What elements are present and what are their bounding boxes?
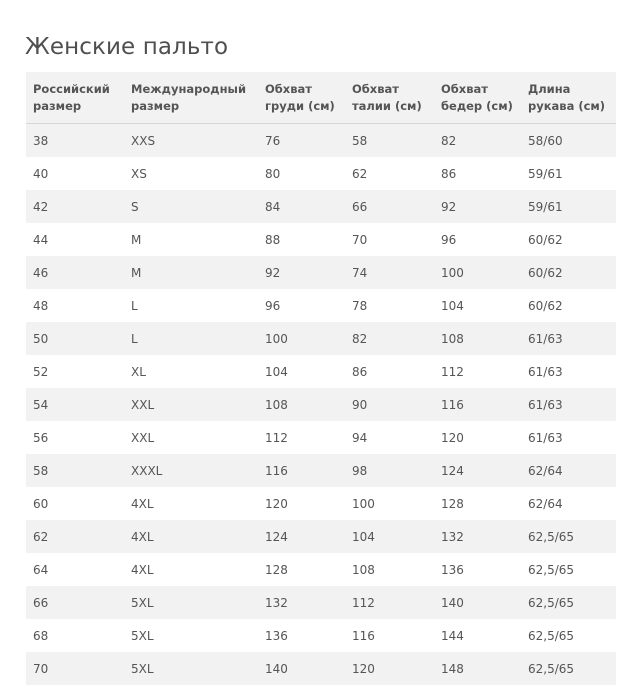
international-size-cell: M	[124, 223, 258, 256]
sleeve-length-cell: 59/61	[521, 190, 616, 223]
russian-size-cell: 46	[26, 256, 124, 289]
russian-size-cell: 64	[26, 553, 124, 586]
russian-size-cell: 44	[26, 223, 124, 256]
column-header-international-size: Международный размер	[124, 72, 258, 124]
hips-cell: 104	[434, 289, 521, 322]
waist-cell: 86	[345, 355, 434, 388]
russian-size-cell: 58	[26, 454, 124, 487]
chest-cell: 124	[258, 520, 345, 553]
hips-cell: 86	[434, 157, 521, 190]
russian-size-cell: 54	[26, 388, 124, 421]
table-row	[26, 190, 616, 223]
russian-size-cell: 52	[26, 355, 124, 388]
table-row	[26, 256, 616, 289]
hips-cell: 128	[434, 487, 521, 520]
waist-cell: 98	[345, 454, 434, 487]
sleeve-length-cell: 62,5/65	[521, 586, 616, 619]
international-size-cell: 5XL	[124, 586, 258, 619]
waist-cell: 108	[345, 553, 434, 586]
table-row	[26, 454, 616, 487]
hips-cell: 124	[434, 454, 521, 487]
table-row	[26, 586, 616, 619]
column-header-sleeve-length: Длина рукава (см)	[521, 72, 616, 124]
sleeve-length-cell: 58/60	[521, 124, 616, 158]
international-size-cell: XS	[124, 157, 258, 190]
sleeve-length-cell: 62/64	[521, 487, 616, 520]
chest-cell: 140	[258, 652, 345, 685]
sleeve-length-cell: 62,5/65	[521, 619, 616, 652]
international-size-cell: 4XL	[124, 553, 258, 586]
russian-size-cell: 50	[26, 322, 124, 355]
waist-cell: 66	[345, 190, 434, 223]
international-size-cell: XXL	[124, 421, 258, 454]
international-size-cell: 5XL	[124, 619, 258, 652]
hips-cell: 136	[434, 553, 521, 586]
column-header-russian-size: Российский размер	[26, 72, 124, 124]
waist-cell: 70	[345, 223, 434, 256]
russian-size-cell: 70	[26, 652, 124, 685]
russian-size-cell: 42	[26, 190, 124, 223]
chest-cell: 136	[258, 619, 345, 652]
waist-cell: 58	[345, 124, 434, 158]
table-row	[26, 388, 616, 421]
waist-cell: 120	[345, 652, 434, 685]
table-row	[26, 223, 616, 256]
waist-cell: 100	[345, 487, 434, 520]
waist-cell: 116	[345, 619, 434, 652]
sleeve-length-cell: 61/63	[521, 388, 616, 421]
chest-cell: 92	[258, 256, 345, 289]
russian-size-cell: 60	[26, 487, 124, 520]
table-row	[26, 520, 616, 553]
size-table	[26, 72, 616, 685]
waist-cell: 90	[345, 388, 434, 421]
table-row	[26, 157, 616, 190]
sleeve-length-cell: 60/62	[521, 256, 616, 289]
column-header-chest: Обхват груди (см)	[258, 72, 345, 124]
sleeve-length-cell: 59/61	[521, 157, 616, 190]
russian-size-cell: 56	[26, 421, 124, 454]
russian-size-cell: 66	[26, 586, 124, 619]
russian-size-cell: 62	[26, 520, 124, 553]
hips-cell: 120	[434, 421, 521, 454]
hips-cell: 116	[434, 388, 521, 421]
russian-size-cell: 38	[26, 124, 124, 158]
table-row	[26, 355, 616, 388]
hips-cell: 92	[434, 190, 521, 223]
sleeve-length-cell: 62,5/65	[521, 553, 616, 586]
international-size-cell: 4XL	[124, 487, 258, 520]
table-row	[26, 421, 616, 454]
page-title: Женские пальто	[25, 34, 229, 60]
hips-cell: 96	[434, 223, 521, 256]
chest-cell: 132	[258, 586, 345, 619]
chest-cell: 120	[258, 487, 345, 520]
hips-cell: 132	[434, 520, 521, 553]
russian-size-cell: 48	[26, 289, 124, 322]
waist-cell: 104	[345, 520, 434, 553]
table-row	[26, 652, 616, 685]
international-size-cell: L	[124, 289, 258, 322]
hips-cell: 148	[434, 652, 521, 685]
sleeve-length-cell: 60/62	[521, 289, 616, 322]
chest-cell: 128	[258, 553, 345, 586]
russian-size-cell: 40	[26, 157, 124, 190]
sleeve-length-cell: 62,5/65	[521, 520, 616, 553]
international-size-cell: 4XL	[124, 520, 258, 553]
table-row	[26, 322, 616, 355]
waist-cell: 62	[345, 157, 434, 190]
chest-cell: 100	[258, 322, 345, 355]
international-size-cell: XXXL	[124, 454, 258, 487]
chest-cell: 96	[258, 289, 345, 322]
chest-cell: 80	[258, 157, 345, 190]
table-row	[26, 619, 616, 652]
sleeve-length-cell: 60/62	[521, 223, 616, 256]
sleeve-length-cell: 61/63	[521, 322, 616, 355]
table-header	[26, 72, 616, 124]
table-body	[26, 124, 616, 686]
international-size-cell: S	[124, 190, 258, 223]
hips-cell: 112	[434, 355, 521, 388]
hips-cell: 108	[434, 322, 521, 355]
hips-cell: 140	[434, 586, 521, 619]
international-size-cell: L	[124, 322, 258, 355]
chest-cell: 88	[258, 223, 345, 256]
international-size-cell: XXL	[124, 388, 258, 421]
sleeve-length-cell: 62/64	[521, 454, 616, 487]
waist-cell: 78	[345, 289, 434, 322]
header-row	[26, 72, 616, 124]
waist-cell: 94	[345, 421, 434, 454]
chest-cell: 84	[258, 190, 345, 223]
chest-cell: 108	[258, 388, 345, 421]
hips-cell: 100	[434, 256, 521, 289]
international-size-cell: XL	[124, 355, 258, 388]
chest-cell: 104	[258, 355, 345, 388]
column-header-waist: Обхват талии (см)	[345, 72, 434, 124]
russian-size-cell: 68	[26, 619, 124, 652]
waist-cell: 112	[345, 586, 434, 619]
hips-cell: 82	[434, 124, 521, 158]
waist-cell: 82	[345, 322, 434, 355]
sleeve-length-cell: 61/63	[521, 421, 616, 454]
chest-cell: 112	[258, 421, 345, 454]
chest-cell: 76	[258, 124, 345, 158]
waist-cell: 74	[345, 256, 434, 289]
international-size-cell: 5XL	[124, 652, 258, 685]
sleeve-length-cell: 61/63	[521, 355, 616, 388]
chest-cell: 116	[258, 454, 345, 487]
table-row	[26, 553, 616, 586]
international-size-cell: XXS	[124, 124, 258, 158]
hips-cell: 144	[434, 619, 521, 652]
international-size-cell: M	[124, 256, 258, 289]
column-header-hips: Обхват бедер (см)	[434, 72, 521, 124]
table-row	[26, 487, 616, 520]
table-row	[26, 124, 616, 158]
sleeve-length-cell: 62,5/65	[521, 652, 616, 685]
table-row	[26, 289, 616, 322]
